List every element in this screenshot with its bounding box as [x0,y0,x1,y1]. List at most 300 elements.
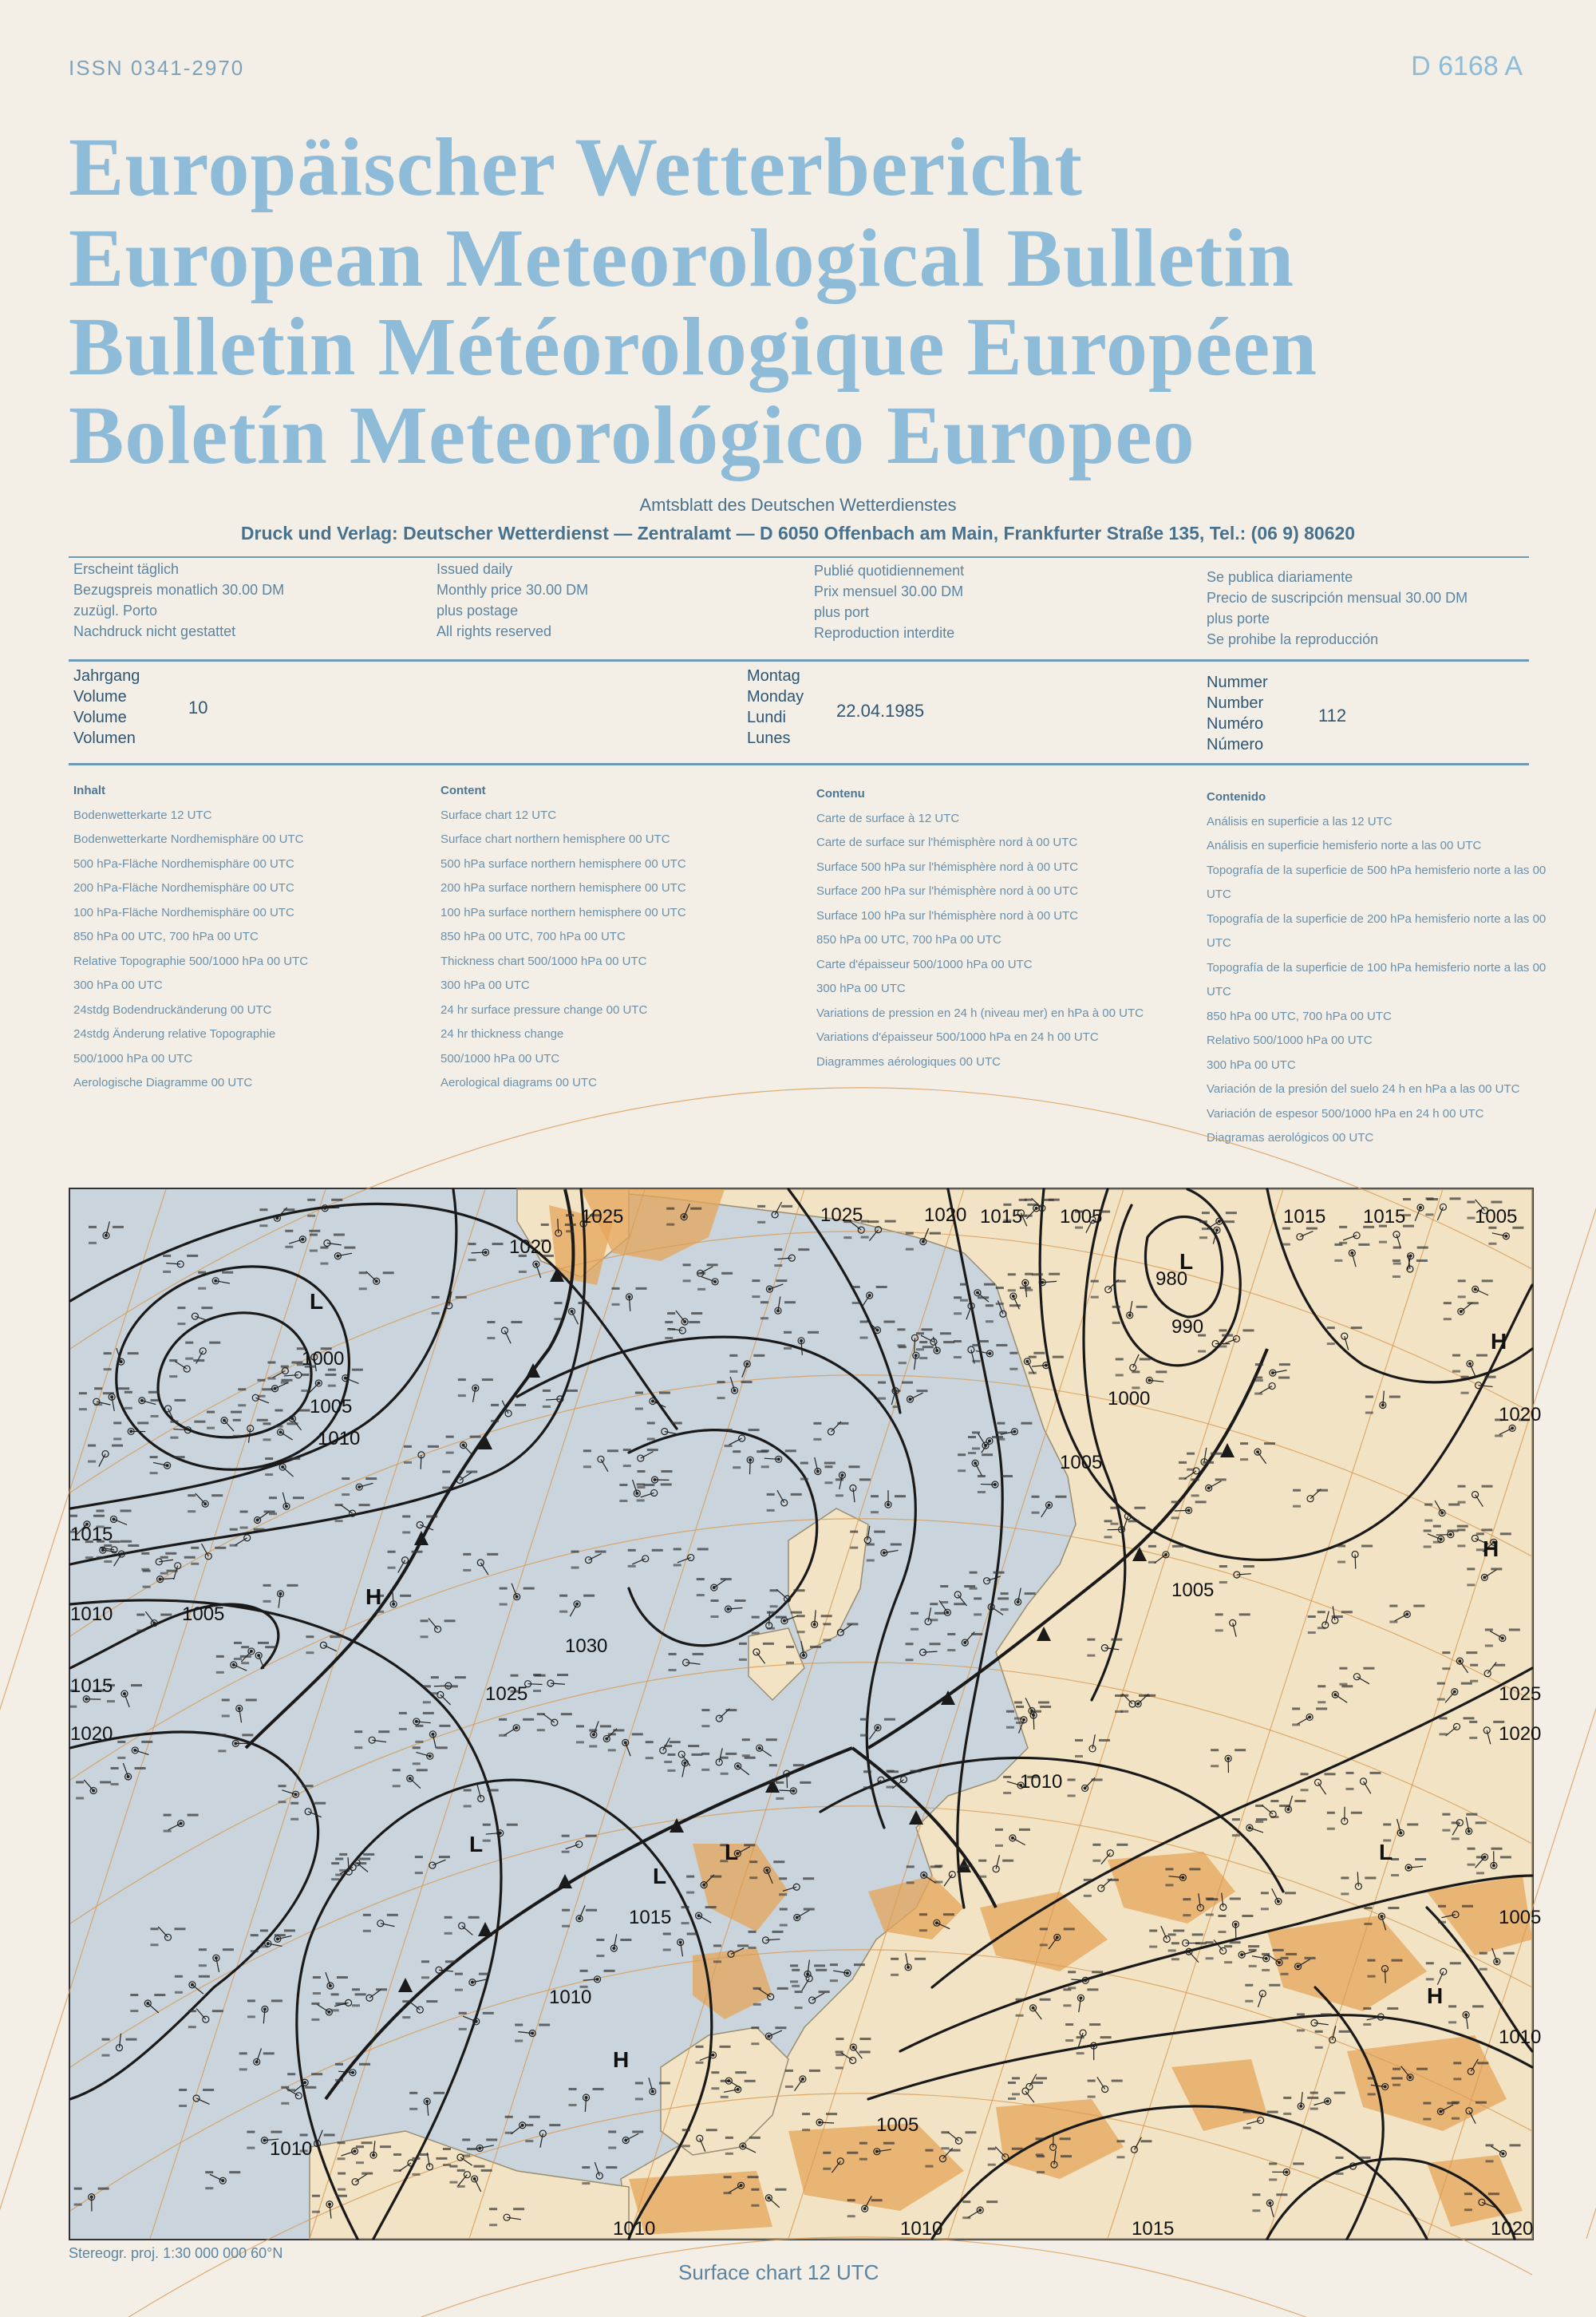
amtsblatt-line: Amtsblatt des Deutschen Wetterdienstes [639,495,957,515]
station-value [813,1438,821,1441]
wind-barb [263,2009,265,2023]
station-value [1165,1884,1173,1886]
station-value [775,2188,786,2191]
contents-item: 850 hPa 00 UTC, 700 hPa 00 UTC [73,930,259,943]
station-value [1191,1494,1199,1497]
station-plot [101,2034,136,2057]
station-value [463,1553,471,1556]
station-value [836,2038,843,2040]
station-value [1341,1892,1349,1895]
station-value [1317,1701,1325,1703]
station-value [279,1801,286,1803]
station-value [1249,1965,1257,1967]
station-value [899,1362,907,1364]
station-value [1262,1953,1270,1955]
station-value [619,1484,627,1486]
station-value [965,2131,976,2133]
station-value [1087,1655,1095,1657]
station-value [1140,1358,1151,1360]
station-value [188,2026,196,2028]
station-value [749,1860,757,1863]
station-value [785,1449,796,1452]
wind-barb [258,1512,270,1520]
station-value [941,2147,949,2149]
station-plot [583,1449,618,1472]
station-value [421,1960,429,1963]
station-value [891,1958,899,1960]
station-value [247,2015,255,2018]
station-plot [88,1445,123,1467]
wind-barb [84,1780,93,1791]
station-value [1293,2162,1304,2165]
station-value [595,1551,606,1553]
station-value [1442,1651,1450,1654]
wind-barb [317,2004,329,2012]
station-value [1485,1376,1496,1378]
wind-barb [728,1608,742,1609]
station-value [1339,1683,1347,1686]
isobar-line [629,1430,817,1646]
station-value [1008,2082,1016,2084]
station-value [271,1999,282,2002]
station-value [1032,2082,1043,2084]
station-value [720,2046,731,2048]
station-value [1447,2102,1458,2105]
station-value [930,1603,938,1605]
station-value [1379,1241,1387,1244]
station-value [311,2073,322,2075]
station-value [922,1346,934,1348]
station-value [1091,1296,1099,1299]
station-value [791,1611,802,1614]
isobar-label: 1020 [509,1236,552,1258]
station-value [1088,2096,1096,2098]
station-value [174,1928,185,1930]
station-value [160,1572,168,1575]
station-value [215,1547,226,1549]
station-value [525,2140,533,2142]
station-value [988,2164,996,2166]
wind-barb [750,1460,751,1474]
pubinfo-fr-line: Reproduction interdite [814,625,955,641]
wind-barb [99,1454,105,1467]
station-value [1116,2156,1124,2158]
station-value [725,2137,733,2139]
station-value [823,2152,831,2154]
isobar-line [158,1313,311,1437]
station-value [1283,2113,1291,2115]
contents-item: 300 hPa 00 UTC [1207,1058,1296,1072]
station-value [774,1264,782,1267]
pubinfo-en-line: All rights reserved [437,623,552,639]
station-value [795,1991,803,1993]
station-value [1426,1962,1434,1964]
station-value [1230,1941,1241,1943]
station-plot [141,1552,176,1571]
station-value [187,1255,198,1257]
station-value [165,1552,176,1555]
station-value [239,2052,247,2054]
station-value [1198,1350,1206,1353]
station-plot [978,1475,1013,1493]
station-value [1264,1442,1275,1445]
station-value [596,1939,604,1941]
wind-barb [166,1263,180,1264]
station-value [1341,1876,1349,1879]
station-value [1219,1565,1227,1568]
station-value [69,1706,77,1708]
station-value [992,1436,1003,1438]
station-value [623,1449,631,1451]
station-value [891,1544,902,1546]
station-value [867,1220,879,1223]
station-value [797,1615,805,1617]
station-value [312,2195,320,2197]
station-value [455,1676,466,1678]
station-value [1334,2092,1345,2094]
station-value [734,1599,745,1602]
isobar-label: 1010 [270,2138,313,2160]
station-value [589,1745,597,1747]
station-value [1195,1501,1207,1503]
station-value [930,1619,938,1621]
isobar-label: 1000 [1108,1388,1151,1410]
station-value [635,1287,646,1290]
station-value [290,1818,298,1821]
station-value [724,2176,732,2178]
station-value [1191,1478,1199,1481]
station-value [745,1757,756,1759]
station-value [813,1422,821,1425]
station-value [1365,1396,1373,1398]
station-value [978,1491,986,1493]
station-value [661,1470,672,1473]
station-value [1448,2021,1456,2023]
station-value [784,1347,792,1350]
middle-rule [69,659,1529,662]
isobar-label: 1010 [70,1603,113,1625]
station-value [1230,1897,1241,1900]
station-value [439,1725,450,1727]
low-pressure-center: L [653,1864,667,1888]
contents-item: 200 hPa-Fläche Nordhemisphäre 00 UTC [73,881,294,895]
station-value [125,2038,136,2041]
station-value [906,1659,914,1661]
station-value [306,1635,314,1638]
station-value [1364,1907,1372,1909]
station-value [307,1215,315,1217]
station-value [847,2199,855,2201]
station-plot [697,1578,732,1596]
station-value [464,1789,472,1791]
station-circle [638,1455,644,1461]
station-value [1392,2077,1403,2079]
station-value [1168,1933,1176,1935]
station-value [238,1388,246,1390]
station-value [464,1805,472,1807]
station-value [1016,1722,1024,1724]
station-value [334,1233,345,1236]
station-value [1491,1568,1502,1570]
station-value [259,1224,267,1227]
station-value [767,1493,775,1496]
contents-item: 500/1000 hPa 00 UTC [440,1051,560,1066]
station-value [780,1908,788,1911]
station-value [1403,1198,1411,1200]
station-value [916,1332,924,1334]
number-labels [1207,672,1268,755]
station-value [338,2157,346,2160]
station-value [1100,2036,1112,2038]
station-value [1457,1544,1465,1547]
station-value [1452,1837,1460,1840]
station-value [1252,2209,1260,2212]
station-value [861,1236,869,1239]
station-value [995,1845,1003,1847]
station-value [916,1348,924,1350]
station-value [1199,1220,1207,1223]
station-value [710,1599,718,1602]
station-value [569,2104,577,2106]
station-value [234,1642,242,1644]
pubinfo-de-line: zuzügl. Porto [73,603,158,619]
station-value [1308,1631,1316,1634]
station-value [446,1436,454,1438]
station-value [363,1914,371,1916]
wind-barb [760,1748,772,1756]
station-value [1486,2160,1494,2162]
station-value [1206,1957,1214,1959]
station-value [1240,1442,1248,1445]
station-value [964,1585,975,1588]
chart-caption: Surface chart 12 UTC [678,2260,879,2284]
contents-item: Surface chart northern hemisphere 00 UTC [440,832,670,846]
station-value [1269,2162,1277,2165]
station-value [505,2116,513,2118]
station-value [940,1585,948,1588]
contents-en [440,779,792,1096]
station-value [456,1296,467,1299]
station-plot [701,1748,737,1771]
station-value [1464,2208,1472,2211]
station-value [194,1421,205,1423]
contents-item: Topografía de la superficie de 500 hPa hemisferio norte a las 00 UTC [1207,863,1547,901]
station-value [1317,1685,1325,1687]
station-value [751,2188,759,2191]
station-value [499,1718,507,1721]
station-value [775,2026,786,2029]
station-value [473,2165,484,2168]
station-value [790,1964,798,1967]
isobar-label: 1005 [182,1603,225,1625]
station-value [1424,1529,1432,1532]
station-value [519,1271,527,1273]
longitude-line [0,1189,326,2239]
station-value [559,1595,567,1597]
contents-item: 300 hPa 00 UTC [816,982,906,995]
station-value [947,1649,955,1651]
contents-item: Aerologische Diagramme 00 UTC [73,1076,253,1089]
contents-item: Variación de la presión del suelo 24 h en hPa a las 00 UTC [1207,1082,1520,1096]
station-value [613,1729,624,1731]
station-value [260,1929,268,1931]
isobar-label: 1025 [581,1206,624,1228]
station-value [897,1328,905,1330]
station-value [816,1969,827,1971]
number-label: Número [1207,736,1264,753]
station-value [393,1785,401,1787]
station-value [579,1302,590,1304]
pubinfo-es-line: plus porte [1207,611,1270,627]
station-value [251,1934,259,1936]
station-value [330,1635,341,1638]
station-value [1065,2039,1073,2042]
station-value [179,2105,187,2107]
station-value [1510,2144,1521,2146]
station-plot [701,1709,737,1727]
station-value [749,1429,760,1431]
station-value [85,1556,93,1559]
contents-item: Carte de surface sur l'hémisphère nord à 00 UTC [816,836,1078,849]
wind-barb [921,1335,934,1342]
contents-item: 300 hPa 00 UTC [73,979,163,992]
station-value [1016,2015,1024,2017]
station-value [1203,1461,1214,1464]
station-value [442,1487,450,1489]
station-value [1171,1942,1179,1944]
station-value [721,2096,729,2098]
station-value [1469,1737,1477,1739]
station-value [458,1394,466,1397]
station-value [907,1881,915,1884]
station-value [666,1224,674,1226]
station-value [482,1378,493,1381]
station-value [893,1406,901,1408]
station-value [910,1770,921,1773]
contents-item: 24 hr thickness change [440,1027,564,1041]
station-value [1407,1823,1418,1825]
station-value [739,1659,747,1661]
station-value [515,2039,523,2042]
station-value [582,2182,590,2185]
station-value [986,1320,994,1323]
station-value [487,1553,498,1556]
station-value [1467,1584,1475,1586]
station-value [1358,1244,1369,1246]
contents-item: 100 hPa surface northern hemisphere 00 UTC [440,905,686,919]
station-value [199,1964,207,1967]
isobar-label: 1015 [629,1907,672,1928]
station-value [741,1381,753,1383]
station-plot [311,2003,346,2021]
station-value [363,1853,374,1856]
station-value [164,1814,172,1817]
station-value [1116,2140,1124,2142]
station-value [911,1628,918,1631]
station-plot [263,1584,298,1608]
station-value [837,1422,848,1425]
station-value [1012,2093,1020,2095]
station-value [717,1381,725,1383]
station-value [705,1906,717,1908]
station-value [770,1589,778,1591]
station-value [258,1642,269,1644]
station-value [458,1378,466,1381]
isobar-label: 1005 [1171,1580,1215,1601]
issn-number: ISSN 0341-2970 [69,56,245,80]
station-value [112,1445,123,1447]
station-plot [1032,1496,1067,1517]
station-value [511,1321,522,1323]
station-value [285,1230,293,1232]
station-value [1442,1829,1450,1832]
wind-barb [224,1421,234,1431]
station-value [589,1729,597,1731]
station-value [1482,1485,1493,1488]
station-value [100,1781,111,1783]
station-value [305,2086,316,2089]
station-value [958,1865,970,1868]
station-value [233,1419,241,1421]
station-value [154,1994,165,1996]
station-value [941,2131,949,2133]
station-value [647,1421,655,1424]
station-value [328,1385,336,1387]
publication-code: D 6168 A [1411,51,1523,81]
station-value [780,1924,788,1927]
station-plot [611,1287,646,1311]
station-plot [222,1698,257,1722]
station-value [1500,1856,1511,1858]
isobar-label: 1020 [1499,1404,1542,1425]
wind-barb [158,1927,168,1937]
station-value [1393,1259,1400,1262]
station-value [767,1627,775,1630]
station-value [393,2169,401,2172]
station-value [779,1893,787,1896]
isobar-label: 1015 [1363,1206,1406,1228]
station-value [199,1948,207,1951]
wind-barb [797,1910,809,1917]
station-value [821,1615,832,1617]
station-value [1495,1434,1503,1437]
station-value [724,2192,732,2194]
station-value [415,1741,423,1743]
station-value [1416,1259,1428,1262]
station-value [432,1312,440,1315]
station-value [836,2050,843,2053]
station-plot [619,1480,654,1502]
station-value [269,1512,277,1515]
station-value [1281,1957,1289,1959]
station-value [428,1445,439,1448]
station-value [388,1551,396,1553]
station-value [583,1595,595,1597]
wind-barb [626,2133,638,2140]
station-plot [623,1449,658,1467]
station-plot [275,1410,310,1430]
station-value [359,1504,370,1506]
pubinfo-en-line: plus postage [437,603,519,619]
station-value [1087,1988,1098,1991]
station-value [462,2138,470,2141]
station-value [972,1344,980,1346]
station-plot [562,1835,597,1853]
contents-item: 24stdg Bodendruckänderung 00 UTC [73,1002,272,1017]
station-value [130,2010,138,2012]
station-value [198,1287,206,1290]
station-value [1029,1356,1037,1358]
